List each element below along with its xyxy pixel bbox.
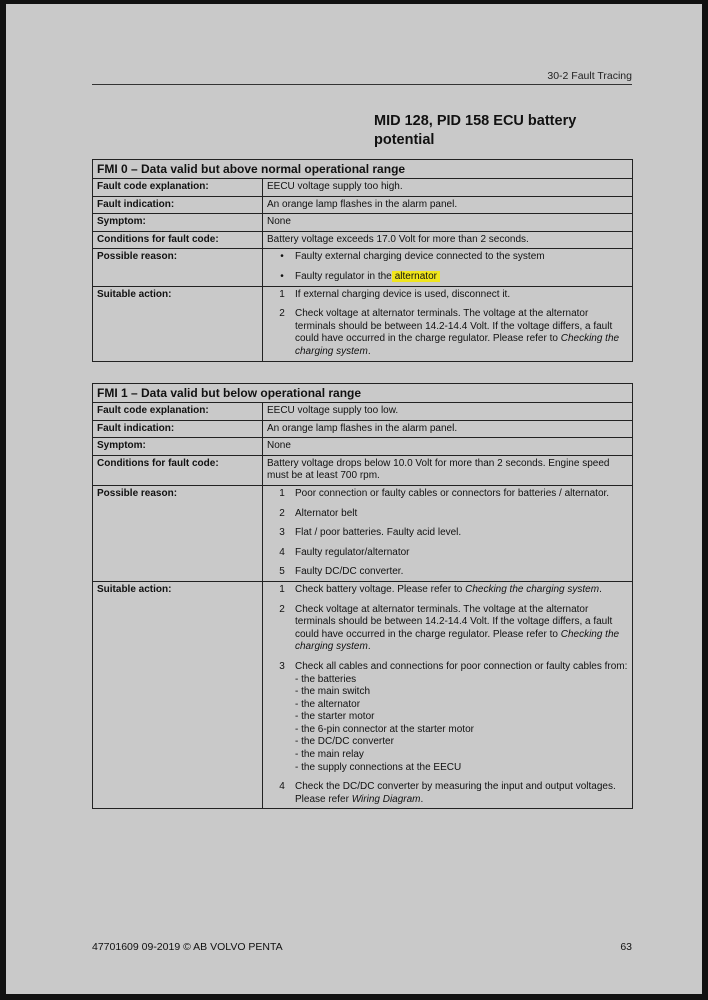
fmi0-row-indication	[93, 196, 633, 214]
sub-item: - the batteries	[295, 673, 357, 685]
reference-link: Checking the charging system	[465, 583, 600, 595]
sub-item: - the main switch	[295, 686, 371, 698]
step-number: 2	[279, 507, 285, 519]
highlighted-word: alternator	[392, 271, 440, 282]
list-item	[267, 289, 628, 302]
fmi0-row-explanation	[93, 179, 633, 197]
fmi0-table	[92, 159, 633, 362]
reason-text: Faulty external charging device connected to the system	[295, 251, 545, 263]
row-value: An orange lamp flashes in the alarm panel.	[263, 420, 633, 438]
fmi1-row-reasons	[93, 485, 633, 581]
action-list	[267, 584, 628, 807]
row-label: Conditions for fault code:	[93, 455, 263, 485]
list-item	[267, 547, 628, 560]
reason-text: Flat / poor batteries. Faulty acid level.	[295, 527, 462, 539]
action-list	[267, 289, 628, 359]
sub-item: - the DC/DC converter	[295, 736, 394, 748]
action-text: Check voltage at alternator terminals. The voltage at the alternator terminals should be between 14.2-14.4 Volt. If the voltage differs, a fault could have occurred in the charge regulator. Please refer to	[295, 308, 613, 345]
fmi0-row-symptom	[93, 214, 633, 232]
step-number: 1	[279, 288, 285, 300]
sub-item: - the starter motor	[295, 711, 375, 723]
fmi1-row-indication	[93, 420, 633, 438]
reference-link: Wiring Diagram	[351, 793, 421, 805]
punctuation: .	[367, 345, 371, 357]
punctuation: .	[420, 793, 424, 805]
row-label: Fault code explanation:	[93, 403, 263, 421]
row-value: EECU voltage supply too high.	[263, 179, 633, 197]
fmi1-row-actions	[93, 581, 633, 809]
list-item	[267, 781, 628, 806]
row-value: Battery voltage drops below 10.0 Volt for more than 2 seconds. Engine speed must be at least 700 rpm.	[263, 455, 633, 485]
fmi1-heading: FMI 1 – Data valid but below operational range	[93, 384, 633, 403]
action-text: Check the DC/DC converter by measuring the input and output voltages. Please refer	[295, 781, 616, 805]
step-number: 2	[279, 603, 285, 615]
list-item	[267, 584, 628, 597]
bullet-marker: •	[280, 251, 284, 263]
footer-doc-id: 47701609 09-2019 © AB VOLVO PENTA	[92, 941, 283, 953]
row-label: Fault indication:	[93, 196, 263, 214]
sub-item: - the supply connections at the EECU	[295, 761, 462, 773]
list-item	[267, 604, 628, 654]
reason-text: Faulty DC/DC converter.	[295, 566, 404, 578]
step-number: 2	[279, 308, 285, 320]
list-item	[267, 251, 628, 264]
page-number: 63	[620, 941, 632, 953]
fmi1-table	[92, 383, 633, 809]
list-item	[267, 271, 628, 284]
list-item	[267, 488, 628, 501]
reason-text: Faulty regulator/alternator	[295, 546, 410, 558]
row-label: Symptom:	[93, 438, 263, 456]
fmi1-row-conditions	[93, 455, 633, 485]
step-number: 4	[279, 546, 285, 558]
header-divider	[92, 84, 632, 85]
step-number: 5	[279, 566, 285, 578]
row-label: Possible reason:	[93, 249, 263, 286]
row-label: Possible reason:	[93, 485, 263, 581]
sub-item: - the 6-pin connector at the starter motor	[295, 723, 474, 735]
row-value: None	[263, 214, 633, 232]
step-number: 1	[279, 583, 285, 595]
step-number: 4	[279, 781, 285, 793]
fmi1-row-symptom	[93, 438, 633, 456]
list-item	[267, 508, 628, 521]
step-number: 3	[279, 527, 285, 539]
fmi1-row-explanation	[93, 403, 633, 421]
row-value: Battery voltage exceeds 17.0 Volt for more than 2 seconds.	[263, 231, 633, 249]
list-item	[267, 661, 628, 774]
bullet-marker: •	[280, 270, 284, 282]
section-header: 30-2 Fault Tracing	[547, 70, 632, 82]
row-label: Suitable action:	[93, 286, 263, 361]
row-value: An orange lamp flashes in the alarm panel.	[263, 196, 633, 214]
document-page	[6, 4, 702, 994]
sub-item: - the main relay	[295, 749, 364, 761]
reason-text: Poor connection or faulty cables or connectors for batteries / alternator.	[295, 487, 610, 499]
step-number: 1	[279, 487, 285, 499]
page-title: MID 128, PID 158 ECU battery potential	[374, 113, 577, 148]
action-text: Check battery voltage. Please refer to	[295, 583, 463, 595]
step-number: 3	[279, 660, 285, 672]
fmi0-row-reasons	[93, 249, 633, 286]
list-item	[267, 566, 628, 579]
list-item	[267, 527, 628, 540]
reason-list	[267, 488, 628, 579]
reference-link: Checking the charging system	[295, 628, 620, 653]
row-label: Suitable action:	[93, 581, 263, 809]
action-text: Check all cables and connections for poor connection or faulty cables from:	[295, 660, 628, 672]
fmi0-row-actions	[93, 286, 633, 361]
fmi0-row-conditions	[93, 231, 633, 249]
row-value: EECU voltage supply too low.	[263, 403, 633, 421]
reference-link: Checking the charging system	[295, 333, 620, 357]
row-value: None	[263, 438, 633, 456]
row-label: Fault code explanation:	[93, 179, 263, 197]
punctuation: .	[599, 583, 602, 595]
reason-text: Faulty regulator in the	[295, 270, 392, 282]
row-label: Fault indication:	[93, 420, 263, 438]
reason-list	[267, 251, 628, 283]
row-label: Symptom:	[93, 214, 263, 232]
row-label: Conditions for fault code:	[93, 231, 263, 249]
reason-text: Alternator belt	[295, 507, 358, 519]
action-text: Check voltage at alternator terminals. The voltage at the alternator terminals should be between 14.2-14.4 Volt. If the voltage differs, a fault could have occurred in the charge regulator. Please refer to	[295, 603, 613, 640]
action-text: If external charging device is used, disconnect it.	[295, 288, 511, 300]
list-item	[267, 308, 628, 358]
fmi0-heading: FMI 0 – Data valid but above normal operational range	[93, 160, 633, 179]
sub-item: - the alternator	[295, 698, 361, 710]
punctuation: .	[367, 641, 371, 653]
